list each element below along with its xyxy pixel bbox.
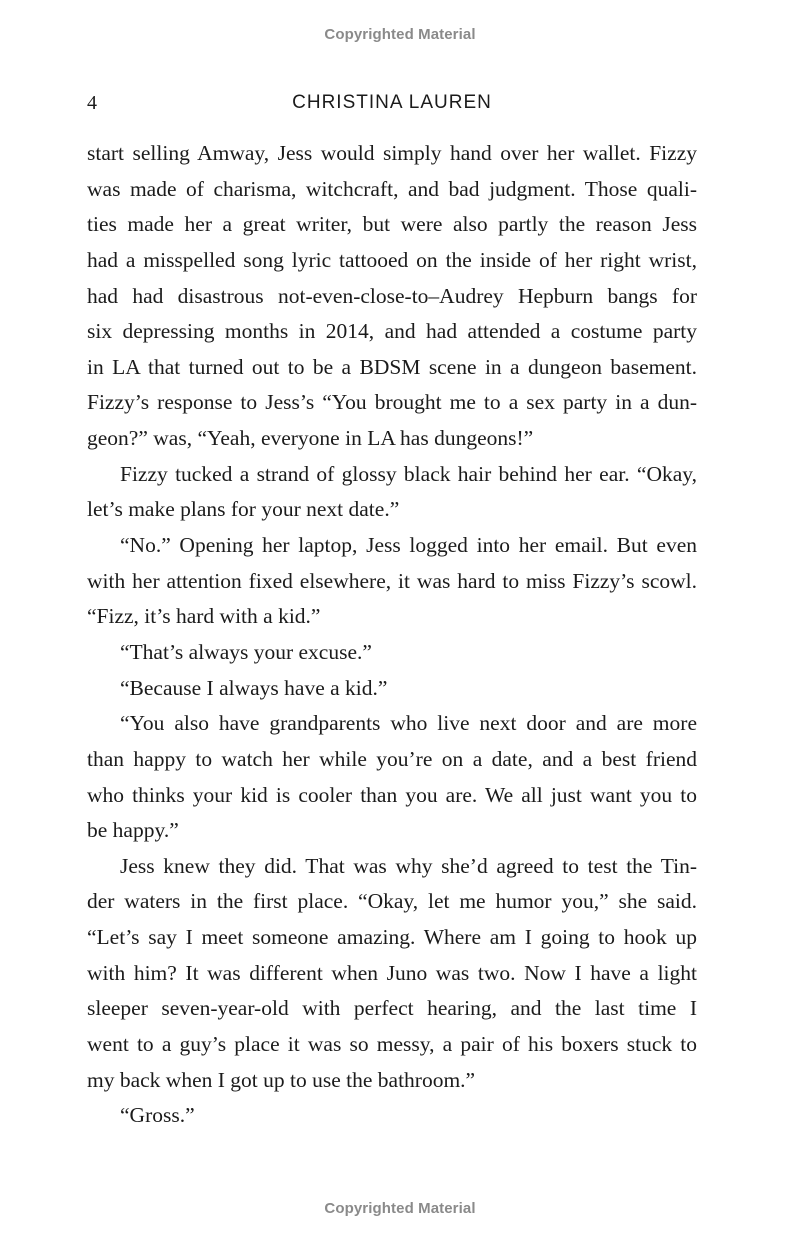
text-line: Jess knew they did. That was why she’d agreed to test the Tin- [120, 853, 697, 878]
text-line: Fizzy’s response to Jess’s “You brought me to a sex party in a dun- [87, 390, 697, 415]
text-line: in LA that turned out to be a BDSM scene in a dungeon basement. [87, 354, 697, 379]
text-line: geon?” was, “Yeah, everyone in LA has dungeons!” [87, 426, 534, 451]
text-line: start selling Amway, Jess would simply hand over her wallet. Fizzy [87, 141, 697, 165]
text-line: had a misspelled song lyric tattooed on the inside of her right wrist, [87, 247, 697, 272]
text-line: sleeper seven-year-old with perfect hearing, and the last time I [87, 996, 697, 1021]
text-line: “No.” Opening her laptop, Jess logged into her email. But even [120, 533, 697, 558]
text-line: “Gross.” [120, 1103, 195, 1128]
copyright-watermark-top: Copyrighted Material [324, 26, 476, 43]
text-line: who thinks your kid is cooler than you are. We all just want you to [87, 782, 697, 807]
text-line: my back when I got up to use the bathroom.” [87, 1067, 476, 1092]
text-line: “Because I always have a kid.” [120, 675, 388, 700]
text-line: went to a guy’s place it was so messy, a pair of his boxers stuck to [87, 1032, 697, 1057]
text-line: der waters in the first place. “Okay, let me humor you,” she said. [87, 889, 697, 914]
author-name: CHRISTINA LAUREN [292, 92, 492, 113]
text-line: six depressing months in 2014, and had attended a costume party [87, 319, 697, 344]
text-line: let’s make plans for your next date.” [87, 497, 400, 522]
text-line: “That’s always your excuse.” [120, 639, 372, 664]
text-line: with him? It was different when Juno was two. Now I have a light [87, 960, 697, 985]
text-line: was made of charisma, witchcraft, and bad judgment. Those quali- [87, 176, 697, 201]
text-line: with her attention fixed elsewhere, it was hard to miss Fizzy’s scowl. [87, 568, 697, 593]
text-line: “Let’s say I meet someone amazing. Where am I going to hook up [87, 925, 697, 950]
copyright-watermark-bottom: Copyrighted Material [324, 1200, 476, 1217]
text-line: ties made her a great writer, but were also partly the reason Jess [87, 212, 697, 237]
body-text [87, 136, 697, 1134]
text-line: than happy to watch her while you’re on a date, and a best friend [87, 746, 697, 771]
text-line: Fizzy tucked a strand of glossy black hair behind her ear. “Okay, [120, 461, 697, 486]
text-line: be happy.” [87, 818, 179, 843]
text-line: had had disastrous not-even-close-to–Audrey Hepburn bangs for [87, 283, 697, 308]
text-line: “Fizz, it’s hard with a kid.” [87, 604, 321, 629]
page-number: 4 [87, 92, 97, 114]
text-line: “You also have grandparents who live next door and are more [120, 711, 697, 736]
running-head [87, 88, 697, 118]
